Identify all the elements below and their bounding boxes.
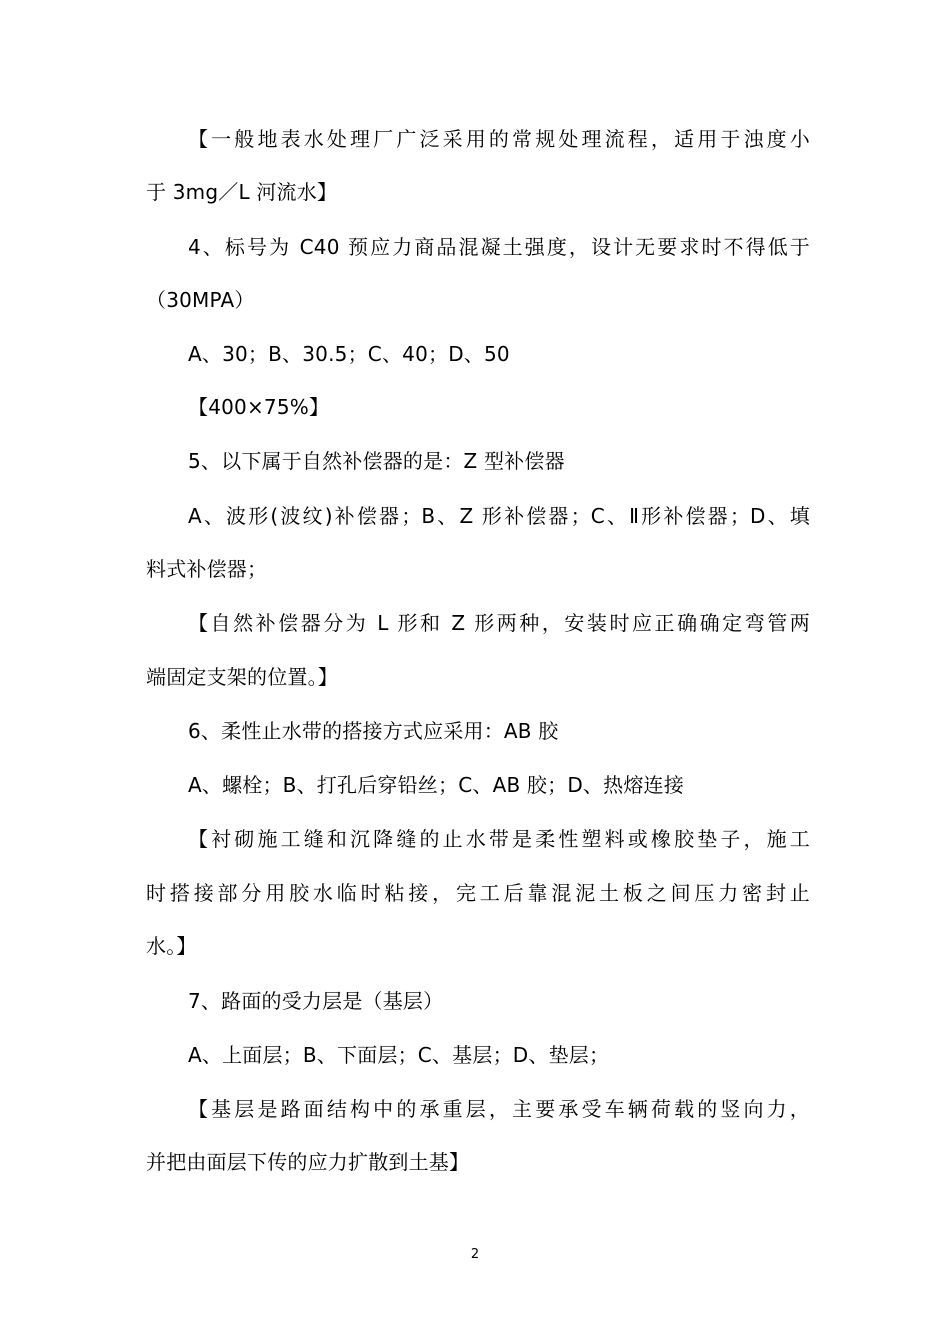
text-line: 【衬砌施工缝和沉降缝的止水带是柔性塑料或橡胶垫子，施工 bbox=[188, 827, 810, 851]
page-number: 2 bbox=[470, 1247, 480, 1262]
text-line: 【400×75%】 bbox=[188, 395, 330, 419]
text-line: 料式补偿器； bbox=[146, 557, 268, 581]
text-line: 【一般地表水处理厂广泛采用的常规处理流程，适用于浊度小 bbox=[188, 127, 810, 151]
text-line: A、螺栓；B、打孔后穿铅丝；C、AB 胶；D、热熔连接 bbox=[188, 773, 684, 797]
text-line: A、30；B、30.5；C、40；D、50 bbox=[188, 342, 510, 366]
text-line: 6、柔性止水带的搭接方式应采用：AB 胶 bbox=[188, 719, 559, 743]
text-line: 4、标号为 C40 预应力商品混凝土强度，设计无要求时不得低于 bbox=[188, 235, 810, 259]
text-line: 于 3mg／L 河流水】 bbox=[146, 180, 338, 204]
text-line: 7、路面的受力层是（基层） bbox=[188, 989, 444, 1013]
text-line: 时搭接部分用胶水临时粘接，完工后靠混泥土板之间压力密封止 bbox=[146, 881, 810, 905]
text-line: 【基层是路面结构中的承重层，主要承受车辆荷载的竖向力， bbox=[188, 1097, 810, 1121]
text-line: （30MPA） bbox=[146, 288, 255, 312]
text-line: A、上面层；B、下面层；C、基层；D、垫层； bbox=[188, 1043, 610, 1067]
text-line: A、波形(波纹)补偿器；B、Z 形补偿器；C、Ⅱ形补偿器；D、填 bbox=[188, 504, 810, 528]
text-line: 【自然补偿器分为 L 形和 Z 形两种，安装时应正确确定弯管两 bbox=[188, 611, 810, 635]
text-line: 端固定支架的位置。】 bbox=[146, 665, 338, 689]
text-line: 并把由面层下传的应力扩散到土基】 bbox=[146, 1150, 470, 1174]
text-line: 水。】 bbox=[146, 934, 197, 958]
text-line: 5、以下属于自然补偿器的是：Z 型补偿器 bbox=[188, 449, 565, 473]
